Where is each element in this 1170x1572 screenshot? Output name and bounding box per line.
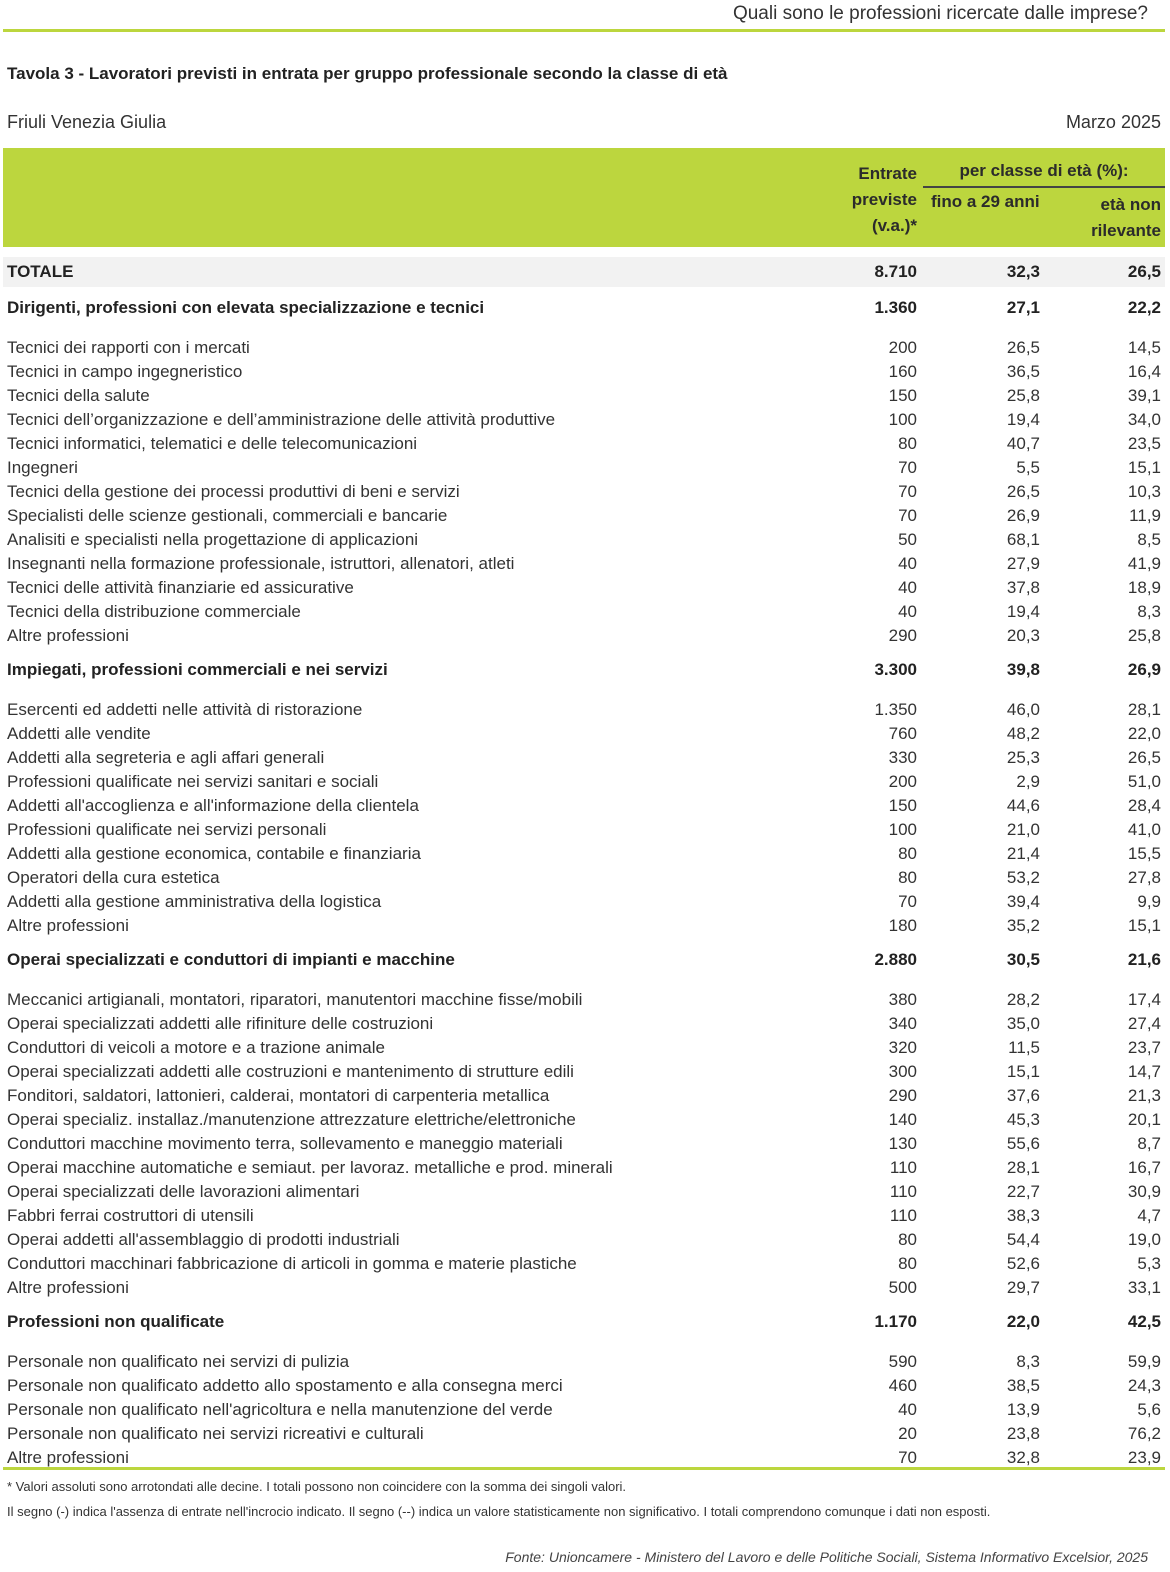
entrate-cell: 80: [898, 844, 917, 863]
nonrilevante-cell: 51,0: [1127, 772, 1161, 791]
nonrilevante-cell: 23,5: [1127, 434, 1161, 453]
table-header: [3, 148, 1165, 247]
nonrilevante-cell: 17,4: [1127, 990, 1161, 1009]
under29-cell: 28,1: [1006, 1158, 1040, 1177]
nonrilevante-cell: 14,7: [1127, 1062, 1161, 1081]
source-note: Fonte: Unioncamere - Ministero del Lavoro e delle Politiche Sociali, Sistema Informativo Excelsior, 2025: [505, 1549, 1148, 1565]
header-entrate-line3: (v.a.)*: [871, 216, 917, 235]
under29-cell: 23,8: [1006, 1424, 1040, 1443]
under29-cell: 38,3: [1006, 1206, 1040, 1225]
nonrilevante-cell: 24,3: [1127, 1376, 1161, 1395]
entrate-cell: 380: [888, 990, 917, 1009]
table-row: [3, 842, 1165, 866]
header-entrate: [852, 161, 917, 239]
row-label: Altre professioni: [7, 626, 129, 645]
under29-cell: 21,4: [1006, 844, 1040, 863]
row-label: Conduttori macchine movimento terra, sollevamento e maneggio materiali: [7, 1134, 563, 1153]
under29-cell: 15,1: [1006, 1062, 1040, 1081]
row-label: Tecnici dell’organizzazione e dell’amministrazione delle attività produttive: [7, 410, 556, 429]
entrate-cell: 70: [898, 458, 917, 477]
under29-cell: 54,4: [1006, 1230, 1040, 1249]
row-label: Esercenti ed addetti nelle attività di ristorazione: [7, 700, 363, 719]
nonrilevante-cell: 28,4: [1127, 796, 1161, 815]
table-row: [3, 1422, 1165, 1446]
entrate-cell: 80: [898, 434, 917, 453]
header-entrate-line1: Entrate: [858, 164, 917, 183]
nonrilevante-cell: 41,9: [1127, 554, 1161, 573]
header-nonrilevante: [1091, 192, 1161, 244]
entrate-cell: 110: [889, 1158, 917, 1177]
nonrilevante-cell: 27,8: [1127, 868, 1161, 887]
table-row: [3, 1012, 1165, 1036]
nonrilevante-cell: 28,1: [1127, 700, 1161, 719]
table-row: [3, 1060, 1165, 1084]
under29-cell: 53,2: [1006, 868, 1040, 887]
entrate-cell: 200: [888, 772, 917, 791]
entrate-cell: 1.360: [874, 298, 917, 317]
under29-cell: 36,5: [1006, 362, 1040, 381]
table-row: [3, 722, 1165, 746]
row-label: Tecnici informatici, telematici e delle telecomunicazioni: [7, 434, 418, 453]
entrate-cell: 40: [898, 602, 917, 621]
table-row: [3, 1180, 1165, 1204]
table-row: [3, 600, 1165, 624]
region-label: Friuli Venezia Giulia: [7, 112, 167, 132]
table-row: [3, 1084, 1165, 1108]
nonrilevante-cell: 8,3: [1137, 602, 1161, 621]
row-label: Operai specializzati addetti alle rifiniture delle costruzioni: [7, 1014, 434, 1033]
row-label: Personale non qualificato nei servizi ricreativi e culturali: [7, 1424, 424, 1443]
nonrilevante-cell: 9,9: [1137, 892, 1161, 911]
entrate-cell: 200: [888, 338, 917, 357]
entrate-cell: 500: [888, 1278, 917, 1297]
entrate-cell: 110: [889, 1206, 917, 1225]
under29-cell: 32,8: [1006, 1448, 1040, 1467]
nonrilevante-cell: 26,5: [1127, 748, 1161, 767]
entrate-cell: 590: [888, 1352, 917, 1371]
header-group-divider: [923, 186, 1165, 188]
entrate-cell: 20: [898, 1424, 917, 1443]
entrate-cell: 290: [888, 1086, 917, 1105]
row-label: Operai specializzati delle lavorazioni alimentari: [7, 1182, 360, 1201]
entrate-cell: 150: [888, 796, 917, 815]
nonrilevante-cell: 76,2: [1127, 1424, 1161, 1443]
row-label: Specialisti delle scienze gestionali, commerciali e bancarie: [7, 506, 448, 525]
total-row: [3, 257, 1165, 287]
under29-cell: 30,5: [1006, 950, 1040, 969]
nonrilevante-cell: 59,9: [1127, 1352, 1161, 1371]
entrate-cell: 70: [898, 482, 917, 501]
table-row: [3, 1374, 1165, 1398]
entrate-cell: 70: [898, 1448, 917, 1467]
under29-cell: 26,5: [1006, 338, 1040, 357]
row-label: Operatori della cura estetica: [7, 868, 220, 887]
entrate-cell: 460: [888, 1376, 917, 1395]
nonrilevante-cell: 19,0: [1127, 1230, 1161, 1249]
row-label: Operai macchine automatiche e semiaut. per lavoraz. metalliche e prod. minerali: [7, 1158, 613, 1177]
under29-cell: 37,8: [1006, 578, 1040, 597]
entrate-cell: 80: [898, 868, 917, 887]
table-row: [3, 576, 1165, 600]
nonrilevante-cell: 21,3: [1127, 1086, 1161, 1105]
row-label: Tecnici della distribuzione commerciale: [7, 602, 301, 621]
under29-cell: 29,7: [1006, 1278, 1040, 1297]
row-label: Dirigenti, professioni con elevata specializzazione e tecnici: [7, 298, 485, 317]
group-row: [3, 296, 1165, 320]
table-title: Tavola 3 - Lavoratori previsti in entrata per gruppo professionale secondo la classe di età: [7, 64, 728, 83]
row-label: Operai specializzati e conduttori di impianti e macchine: [7, 950, 455, 969]
nonrilevante-cell: 25,8: [1127, 626, 1161, 645]
under29-cell: 22,0: [1006, 1312, 1040, 1331]
nonrilevante-cell: 23,7: [1127, 1038, 1161, 1057]
table-row: [3, 988, 1165, 1012]
table-row: [3, 1276, 1165, 1300]
nonrilevante-cell: 39,1: [1127, 386, 1161, 405]
nonrilevante-cell: 27,4: [1127, 1014, 1161, 1033]
under29-cell: 13,9: [1006, 1400, 1040, 1419]
row-label: Analisiti e specialisti nella progettazione di applicazioni: [7, 530, 419, 549]
table-row: [3, 866, 1165, 890]
row-label: Addetti alla segreteria e agli affari generali: [7, 748, 325, 767]
row-label: Altre professioni: [7, 916, 129, 935]
table-row: [3, 1204, 1165, 1228]
entrate-cell: 3.300: [874, 660, 917, 679]
entrate-cell: 1.350: [874, 700, 917, 719]
row-label: Conduttori macchinari fabbricazione di articoli in gomma e materie plastiche: [7, 1254, 577, 1273]
row-label: Personale non qualificato nell'agricoltura e nella manutenzione del verde: [7, 1400, 553, 1419]
nonrilevante-cell: 16,7: [1127, 1158, 1161, 1177]
table-row: [3, 624, 1165, 648]
entrate-cell: 40: [898, 578, 917, 597]
table-row: [3, 1108, 1165, 1132]
nonrilevante-cell: 23,9: [1127, 1448, 1161, 1467]
entrate-cell: 100: [888, 410, 917, 429]
nonrilevante-cell: 21,6: [1127, 950, 1161, 969]
nonrilevante-cell: 15,1: [1127, 458, 1161, 477]
under29-cell: 37,6: [1006, 1086, 1040, 1105]
table-row: [3, 1036, 1165, 1060]
top-divider: [3, 29, 1165, 32]
entrate-cell: 70: [898, 506, 917, 525]
entrate-cell: 180: [888, 916, 917, 935]
nonrilevante-cell: 5,6: [1137, 1400, 1161, 1419]
row-label: Conduttori di veicoli a motore e a trazione animale: [7, 1038, 385, 1057]
table-row: [3, 456, 1165, 480]
nonrilevante-cell: 16,4: [1127, 362, 1161, 381]
under29-cell: 48,2: [1006, 724, 1040, 743]
entrate-cell: 330: [888, 748, 917, 767]
under29-cell: 44,6: [1006, 796, 1040, 815]
under29-cell: 5,5: [1016, 458, 1040, 477]
row-label: Tecnici della salute: [7, 386, 150, 405]
row-label: Impiegati, professioni commerciali e nei servizi: [7, 660, 388, 679]
row-label: Altre professioni: [7, 1448, 129, 1467]
table-row: [3, 384, 1165, 408]
nonrilevante-cell: 10,3: [1127, 482, 1161, 501]
header-entrate-line2: previste: [851, 190, 917, 209]
footnote-2: Il segno (-) indica l'assenza di entrate nell'incrocio indicato. Il segno (--) indica un valore statisticamente non significativo. I totali comprendono comunque i dati non esposti.: [7, 1504, 991, 1519]
header-under29: fino a 29 anni: [931, 192, 1040, 211]
table-row: [3, 504, 1165, 528]
table-row: [3, 890, 1165, 914]
table-row: [3, 818, 1165, 842]
entrate-cell: 140: [888, 1110, 917, 1129]
entrate-cell: 50: [898, 530, 917, 549]
row-label: Personale non qualificato nei servizi di pulizia: [7, 1352, 350, 1371]
nonrilevante-cell: 18,9: [1127, 578, 1161, 597]
row-label: Tecnici delle attività finanziarie ed assicurative: [7, 578, 354, 597]
table-row: [3, 1156, 1165, 1180]
row-label: Insegnanti nella formazione professionale, istruttori, allenatori, atleti: [7, 554, 515, 573]
entrate-cell: 160: [888, 362, 917, 381]
row-label: Operai addetti all'assemblaggio di prodotti industriali: [7, 1230, 400, 1249]
header-age-group: per classe di età (%):: [959, 161, 1129, 180]
table-row: [3, 552, 1165, 576]
under29-cell: 39,4: [1006, 892, 1040, 911]
under29-cell: 28,2: [1006, 990, 1040, 1009]
table-row: [3, 528, 1165, 552]
row-label: Addetti alla gestione economica, contabile e finanziaria: [7, 844, 421, 863]
entrate-cell: 150: [888, 386, 917, 405]
nonrilevante-cell: 26,5: [1127, 262, 1161, 281]
under29-cell: 35,2: [1006, 916, 1040, 935]
nonrilevante-cell: 5,3: [1137, 1254, 1161, 1273]
nonrilevante-cell: 14,5: [1127, 338, 1161, 357]
entrate-cell: 40: [898, 1400, 917, 1419]
page-header-title: Quali sono le professioni ricercate dalle imprese?: [732, 3, 1148, 24]
row-label: Operai specializ. installaz./manutenzione attrezzature elettriche/elettroniche: [7, 1110, 576, 1129]
under29-cell: 35,0: [1006, 1014, 1040, 1033]
under29-cell: 26,5: [1006, 482, 1040, 501]
bottom-divider: [3, 1467, 1165, 1470]
row-label: TOTALE: [7, 262, 74, 281]
under29-cell: 39,8: [1006, 660, 1040, 679]
nonrilevante-cell: 22,2: [1127, 298, 1161, 317]
row-label: Professioni qualificate nei servizi sanitari e sociali: [7, 772, 379, 791]
table-row: [3, 480, 1165, 504]
under29-cell: 32,3: [1006, 262, 1040, 281]
table-row: [3, 336, 1165, 360]
entrate-cell: 80: [898, 1230, 917, 1249]
nonrilevante-cell: 15,5: [1127, 844, 1161, 863]
under29-cell: 40,7: [1006, 434, 1040, 453]
row-label: Addetti all'accoglienza e all'informazione della clientela: [7, 796, 419, 815]
row-label: Tecnici in campo ingegneristico: [7, 362, 243, 381]
row-label: Operai specializzati addetti alle costruzioni e mantenimento di strutture edili: [7, 1062, 574, 1081]
row-label: Tecnici della gestione dei processi produttivi di beni e servizi: [7, 482, 460, 501]
row-label: Addetti alle vendite: [7, 724, 151, 743]
period-label: Marzo 2025: [1065, 112, 1161, 132]
entrate-cell: 290: [888, 626, 917, 645]
table-row: [3, 432, 1165, 456]
under29-cell: 38,5: [1006, 1376, 1040, 1395]
table-row: [3, 1252, 1165, 1276]
row-label: Addetti alla gestione amministrativa della logistica: [7, 892, 382, 911]
header-nonrilevante-line2: rilevante: [1091, 221, 1161, 240]
row-label: Professioni non qualificate: [7, 1312, 225, 1331]
entrate-cell: 8.710: [874, 262, 917, 281]
under29-cell: 19,4: [1006, 602, 1040, 621]
nonrilevante-cell: 11,9: [1129, 506, 1161, 525]
group-row: [3, 948, 1165, 972]
under29-cell: 2,9: [1016, 772, 1040, 791]
nonrilevante-cell: 4,7: [1137, 1206, 1161, 1225]
under29-cell: 45,3: [1006, 1110, 1040, 1129]
under29-cell: 11,5: [1008, 1038, 1040, 1057]
row-label: Altre professioni: [7, 1278, 129, 1297]
table-row: [3, 1398, 1165, 1422]
nonrilevante-cell: 41,0: [1127, 820, 1161, 839]
entrate-cell: 100: [888, 820, 917, 839]
table-row: [3, 794, 1165, 818]
table-row: [3, 914, 1165, 938]
under29-cell: 22,7: [1006, 1182, 1040, 1201]
header-nonrilevante-line1: età non: [1100, 195, 1161, 214]
under29-cell: 27,1: [1006, 298, 1040, 317]
row-label: Professioni qualificate nei servizi personali: [7, 820, 327, 839]
under29-cell: 26,9: [1006, 506, 1040, 525]
under29-cell: 27,9: [1006, 554, 1040, 573]
under29-cell: 52,6: [1006, 1254, 1040, 1273]
nonrilevante-cell: 42,5: [1127, 1312, 1161, 1331]
entrate-cell: 340: [888, 1014, 917, 1033]
row-label: Fabbri ferrai costruttori di utensili: [7, 1206, 254, 1225]
group-row: [3, 658, 1165, 682]
nonrilevante-cell: 20,1: [1127, 1110, 1161, 1129]
nonrilevante-cell: 33,1: [1127, 1278, 1161, 1297]
footnote-1: * Valori assoluti sono arrotondati alle decine. I totali possono non coincidere con la somma dei singoli valori.: [7, 1479, 627, 1494]
table-row: [3, 1350, 1165, 1374]
nonrilevante-cell: 30,9: [1127, 1182, 1161, 1201]
under29-cell: 21,0: [1006, 820, 1040, 839]
table-row: [3, 746, 1165, 770]
nonrilevante-cell: 34,0: [1127, 410, 1161, 429]
entrate-cell: 2.880: [874, 950, 917, 969]
entrate-cell: 320: [888, 1038, 917, 1057]
entrate-cell: 300: [888, 1062, 917, 1081]
entrate-cell: 1.170: [874, 1312, 917, 1331]
group-row: [3, 1310, 1165, 1334]
entrate-cell: 80: [898, 1254, 917, 1273]
table-row: [3, 1132, 1165, 1156]
under29-cell: 55,6: [1006, 1134, 1040, 1153]
table-row: [3, 698, 1165, 722]
nonrilevante-cell: 15,1: [1127, 916, 1161, 935]
entrate-cell: 40: [898, 554, 917, 573]
under29-cell: 25,8: [1006, 386, 1040, 405]
under29-cell: 20,3: [1006, 626, 1040, 645]
table-row: [3, 1228, 1165, 1252]
entrate-cell: 130: [888, 1134, 917, 1153]
nonrilevante-cell: 26,9: [1127, 660, 1161, 679]
row-label: Tecnici dei rapporti con i mercati: [7, 338, 250, 357]
under29-cell: 46,0: [1006, 700, 1040, 719]
table-row: [3, 408, 1165, 432]
row-label: Ingegneri: [7, 458, 78, 477]
nonrilevante-cell: 22,0: [1127, 724, 1161, 743]
row-label: Fonditori, saldatori, lattonieri, calderai, montatori di carpenteria metallica: [7, 1086, 550, 1105]
under29-cell: 8,3: [1016, 1352, 1040, 1371]
entrate-cell: 70: [898, 892, 917, 911]
row-label: Personale non qualificato addetto allo spostamento e alla consegna merci: [7, 1376, 563, 1395]
table-row: [3, 360, 1165, 384]
under29-cell: 25,3: [1006, 748, 1040, 767]
table-row: [3, 770, 1165, 794]
entrate-cell: 760: [888, 724, 917, 743]
row-label: Meccanici artigianali, montatori, riparatori, manutentori macchine fisse/mobili: [7, 990, 583, 1009]
under29-cell: 19,4: [1006, 410, 1040, 429]
nonrilevante-cell: 8,5: [1137, 530, 1161, 549]
entrate-cell: 110: [889, 1182, 917, 1201]
under29-cell: 68,1: [1006, 530, 1040, 549]
nonrilevante-cell: 8,7: [1137, 1134, 1161, 1153]
